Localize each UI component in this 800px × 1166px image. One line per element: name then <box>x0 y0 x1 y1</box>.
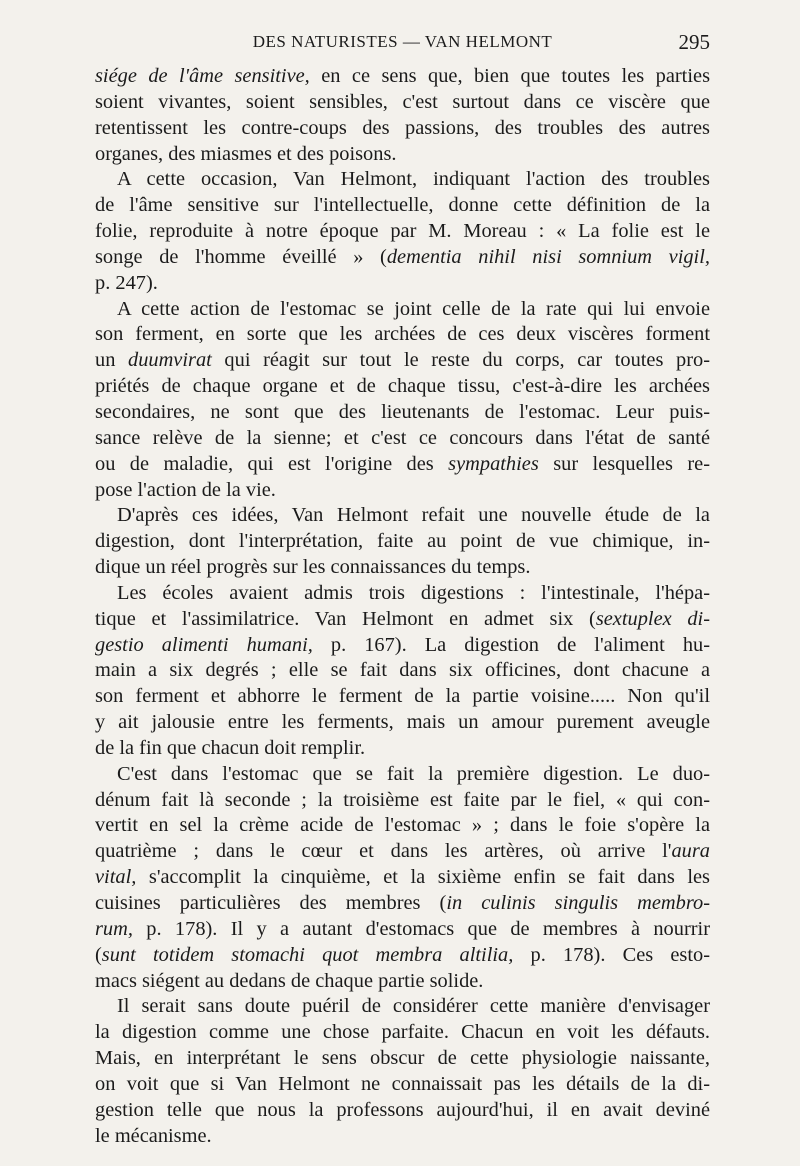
text-span: en ce sens que, bien que toutes les parties <box>309 65 710 87</box>
running-title: DES NATURISTES — VAN HELMONT <box>252 32 553 51</box>
text-line <box>95 64 710 90</box>
text-span: cuisines particulières des membres ( <box>95 892 447 914</box>
text-line <box>95 167 710 193</box>
text-span: gestion telle que nous la professons aujourd'hui, il en avait deviné <box>95 1098 710 1121</box>
text-span: D'après ces idées, Van Helmont refait une nouvelle étude de la <box>117 504 710 527</box>
text-line <box>95 297 710 323</box>
text-line <box>95 478 710 504</box>
text-span: A cette action de l'estomac se joint celle de la rate qui lui envoie <box>117 297 710 320</box>
page-number: 295 <box>678 30 710 54</box>
text-line <box>95 762 710 788</box>
text-line <box>95 1046 710 1072</box>
text-span: on voit que si Van Helmont ne connaissait pas les détails de la di- <box>95 1072 710 1095</box>
text-span: priétés de chaque organe et de chaque tissu, c'est-à-dire les archées <box>95 375 710 398</box>
italic-span: sympathies <box>448 452 539 475</box>
text-span: tique et l'assimilatrice. Van Helmont en admet six ( <box>95 607 596 630</box>
italic-span: duumvirat <box>128 349 212 372</box>
text-span: p. 167). La digestion de l'aliment hu- <box>312 633 710 656</box>
text-span: p. 178). Il y a autant d'estomacs que de membres à nourrir <box>132 917 710 940</box>
text-span: sur lesquelles re- <box>538 452 710 475</box>
text-span: s'accomplit la cinquième, et la sixième enfin se fait dans les <box>136 866 710 889</box>
italic-span: dementia nihil nisi somnium vigil, <box>386 245 710 268</box>
text-line <box>95 374 710 400</box>
text-line <box>95 1020 710 1046</box>
text-span: secondaires, ne sont que des lieutenants de l'estomac. Leur puis- <box>95 400 710 423</box>
text-line <box>95 839 710 865</box>
text-span: pose l'action de la vie. <box>95 478 276 501</box>
text-line <box>95 1098 710 1124</box>
text-line <box>95 788 710 814</box>
text-span: y ait jalousie entre les ferments, mais un amour purement aveugle <box>95 711 710 734</box>
italic-span: in culinis singulis membro- <box>446 892 710 914</box>
body-text <box>95 64 710 1149</box>
italic-span: siége de l'âme sensitive, <box>95 65 310 87</box>
text-span: organes, des miasmes et des poisons. <box>95 142 397 165</box>
text-line <box>95 555 710 581</box>
text-span: retentissent les contre-coups des passions, des troubles des autres <box>95 116 710 139</box>
text-span: Mais, en interprétant le sens obscur de cette physiologie naissante, <box>95 1047 710 1070</box>
text-span: son ferment, en sorte que les archées de ces deux viscères forment <box>95 323 710 346</box>
text-line <box>95 1072 710 1098</box>
text-line <box>95 684 710 710</box>
page-header <box>95 28 710 58</box>
italic-span: vital, <box>95 866 137 889</box>
italic-span: sunt totidem stomachi quot membra altilia, <box>101 943 514 966</box>
text-line <box>95 348 710 374</box>
text-line <box>95 503 710 529</box>
text-span: soient vivantes, soient sensibles, c'est surtout dans ce viscère que <box>95 90 710 113</box>
text-line <box>95 994 710 1020</box>
text-line <box>95 658 710 684</box>
text-line <box>95 865 710 891</box>
text-span: songe de l'homme éveillé » ( <box>95 245 387 268</box>
text-span: quatrième ; dans le cœur et dans les artères, où arrive l' <box>95 840 672 863</box>
text-span: Les écoles avaient admis trois digestions : l'intestinale, l'hépa- <box>117 581 710 604</box>
text-line <box>95 943 710 969</box>
text-span: macs siégent au dedans de chaque partie solide. <box>95 969 484 992</box>
text-line <box>95 322 710 348</box>
text-span: la digestion comme une chose parfaite. Chacun en voit les défauts. <box>95 1021 710 1044</box>
text-span: ou de maladie, qui est l'origine des <box>95 452 449 475</box>
text-span: un <box>95 349 128 372</box>
text-span: p. 178). Ces esto- <box>513 943 710 966</box>
text-line <box>95 426 710 452</box>
text-line <box>95 400 710 426</box>
text-span: main a six degrés ; elle se fait dans six officines, dont chacune a <box>95 659 710 682</box>
text-line <box>95 633 710 659</box>
text-span: p. 247). <box>95 271 158 294</box>
text-line <box>95 710 710 736</box>
text-span: son ferment et abhorre le ferment de la partie voisine..... Non qu'il <box>95 685 710 708</box>
text-line <box>95 452 710 478</box>
text-span: qui réagit sur tout le reste du corps, car toutes pro- <box>211 349 710 372</box>
text-line <box>95 581 710 607</box>
text-line <box>95 969 710 995</box>
italic-span: aura <box>671 840 710 863</box>
text-line <box>95 813 710 839</box>
text-line <box>95 529 710 555</box>
text-span: vertit en sel la crème acide de l'estomac » ; dans le foie s'opère la <box>95 814 710 837</box>
italic-span: sextuplex di- <box>595 607 711 630</box>
text-line <box>95 245 710 271</box>
text-line <box>95 917 710 943</box>
text-span: de la fin que chacun doit remplir. <box>95 736 366 759</box>
text-span: le mécanisme. <box>95 1124 212 1147</box>
text-line <box>95 736 710 762</box>
text-line <box>95 219 710 245</box>
text-line <box>95 142 710 168</box>
text-line <box>95 193 710 219</box>
italic-span: rum, <box>95 917 133 940</box>
text-line <box>95 607 710 633</box>
text-span: digestion, dont l'interprétation, faite au point de vue chimique, in- <box>95 530 710 553</box>
text-line <box>95 891 710 917</box>
text-span: ( <box>95 943 102 966</box>
text-span: folie, reproduite à notre époque par M. Moreau : « La folie est le <box>95 220 710 243</box>
text-span: dique un réel progrès sur les connaissances du temps. <box>95 556 531 579</box>
text-span: A cette occasion, Van Helmont, indiquant l'action des troubles <box>117 168 710 191</box>
text-span: dénum fait là seconde ; la troisième est faite par le fiel, « qui con- <box>95 788 710 811</box>
text-span: sance relève de la sienne; et c'est ce concours dans l'état de santé <box>95 426 710 449</box>
italic-span: gestio alimenti humani, <box>95 633 313 656</box>
text-line <box>95 90 710 116</box>
text-span: C'est dans l'estomac que se fait la première digestion. Le duo- <box>117 762 710 785</box>
text-span: Il serait sans doute puéril de considérer cette manière d'envisager <box>117 995 710 1018</box>
text-line <box>95 1124 710 1150</box>
text-line <box>95 116 710 142</box>
text-line <box>95 271 710 297</box>
text-span: de l'âme sensitive sur l'intellectuelle, donne cette définition de la <box>95 194 710 217</box>
